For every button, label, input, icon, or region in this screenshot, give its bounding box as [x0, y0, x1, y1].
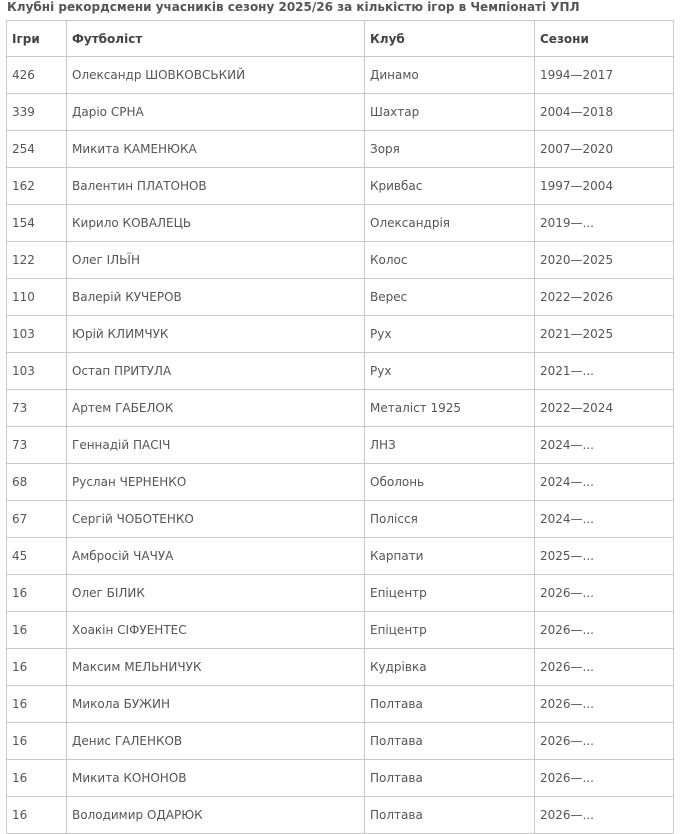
- cell-club: Кривбас: [365, 168, 535, 205]
- table-row: [7, 686, 674, 723]
- cell-seasons: 2022—2024: [535, 390, 674, 427]
- cell-games: 16: [7, 575, 67, 612]
- cell-club: Полтава: [365, 686, 535, 723]
- cell-seasons: 2026—...: [535, 686, 674, 723]
- cell-player: Олег ІЛЬЇН: [67, 242, 365, 279]
- cell-club: Полтава: [365, 760, 535, 797]
- cell-games: 103: [7, 316, 67, 353]
- cell-seasons: 2024—...: [535, 427, 674, 464]
- cell-games: 254: [7, 131, 67, 168]
- cell-seasons: 1994—2017: [535, 57, 674, 94]
- table-title: Клубні рекордсмени учасників сезону 2025/26 за кількістю ігор в Чемпіонаті УПЛ: [7, 0, 580, 14]
- cell-player: Даріо СРНА: [67, 94, 365, 131]
- cell-club: Полтава: [365, 723, 535, 760]
- cell-seasons: 2025—...: [535, 538, 674, 575]
- cell-seasons: 2026—...: [535, 723, 674, 760]
- cell-seasons: 2024—...: [535, 464, 674, 501]
- cell-seasons: 2021—2025: [535, 316, 674, 353]
- cell-club: Епіцентр: [365, 575, 535, 612]
- records-table: [6, 20, 674, 834]
- cell-games: 45: [7, 538, 67, 575]
- cell-games: 426: [7, 57, 67, 94]
- cell-club: Зоря: [365, 131, 535, 168]
- cell-games: 122: [7, 242, 67, 279]
- table-row: [7, 168, 674, 205]
- cell-games: 16: [7, 612, 67, 649]
- table-row: [7, 242, 674, 279]
- cell-club: Металіст 1925: [365, 390, 535, 427]
- cell-club: Полтава: [365, 797, 535, 834]
- cell-games: 73: [7, 390, 67, 427]
- cell-games: 16: [7, 797, 67, 834]
- cell-club: Епіцентр: [365, 612, 535, 649]
- cell-player: Артем ГАБЕЛОК: [67, 390, 365, 427]
- cell-games: 110: [7, 279, 67, 316]
- table-row: [7, 797, 674, 834]
- table-row: [7, 760, 674, 797]
- cell-games: 162: [7, 168, 67, 205]
- cell-games: 103: [7, 353, 67, 390]
- table-row: [7, 390, 674, 427]
- cell-player: Максим МЕЛЬНИЧУК: [67, 649, 365, 686]
- cell-player: Хоакін СІФУЕНТЕС: [67, 612, 365, 649]
- cell-club: Колос: [365, 242, 535, 279]
- table-row: [7, 538, 674, 575]
- table-row: [7, 131, 674, 168]
- cell-games: 16: [7, 686, 67, 723]
- table-row: [7, 501, 674, 538]
- cell-games: 16: [7, 760, 67, 797]
- cell-games: 68: [7, 464, 67, 501]
- table-row: [7, 612, 674, 649]
- table-row: [7, 94, 674, 131]
- cell-games: 67: [7, 501, 67, 538]
- cell-club: Кудрівка: [365, 649, 535, 686]
- header-seasons: Сезони: [535, 21, 674, 57]
- cell-games: 16: [7, 723, 67, 760]
- table-row: [7, 427, 674, 464]
- header-games: Ігри: [7, 21, 67, 57]
- cell-player: Юрій КЛИМЧУК: [67, 316, 365, 353]
- cell-club: Динамо: [365, 57, 535, 94]
- cell-seasons: 2026—...: [535, 760, 674, 797]
- table-row: [7, 464, 674, 501]
- cell-player: Микита КАМЕНЮКА: [67, 131, 365, 168]
- cell-player: Валентин ПЛАТОНОВ: [67, 168, 365, 205]
- cell-seasons: 2020—2025: [535, 242, 674, 279]
- cell-club: ЛНЗ: [365, 427, 535, 464]
- table-row: [7, 575, 674, 612]
- cell-seasons: 2021—...: [535, 353, 674, 390]
- table-header: [7, 21, 674, 57]
- cell-player: Амбросій ЧАЧУА: [67, 538, 365, 575]
- table-row: [7, 723, 674, 760]
- table-row: [7, 205, 674, 242]
- cell-seasons: 1997—2004: [535, 168, 674, 205]
- header-club: Клуб: [365, 21, 535, 57]
- table-row: [7, 316, 674, 353]
- cell-seasons: 2026—...: [535, 575, 674, 612]
- cell-club: Олександрія: [365, 205, 535, 242]
- cell-seasons: 2004—2018: [535, 94, 674, 131]
- cell-player: Остап ПРИТУЛА: [67, 353, 365, 390]
- cell-seasons: 2026—...: [535, 612, 674, 649]
- cell-seasons: 2026—...: [535, 649, 674, 686]
- header-player: Футболіст: [67, 21, 365, 57]
- header-row: [7, 21, 674, 57]
- cell-club: Карпати: [365, 538, 535, 575]
- cell-player: Володимир ОДАРЮК: [67, 797, 365, 834]
- cell-club: Рух: [365, 353, 535, 390]
- cell-games: 154: [7, 205, 67, 242]
- cell-club: Полісся: [365, 501, 535, 538]
- cell-player: Геннадій ПАСІЧ: [67, 427, 365, 464]
- cell-seasons: 2019—...: [535, 205, 674, 242]
- cell-seasons: 2024—...: [535, 501, 674, 538]
- cell-player: Кирило КОВАЛЕЦЬ: [67, 205, 365, 242]
- cell-club: Оболонь: [365, 464, 535, 501]
- cell-player: Валерій КУЧЕРОВ: [67, 279, 365, 316]
- cell-games: 16: [7, 649, 67, 686]
- table-row: [7, 57, 674, 94]
- cell-seasons: 2022—2026: [535, 279, 674, 316]
- table-body: [7, 57, 674, 834]
- table-row: [7, 649, 674, 686]
- cell-club: Верес: [365, 279, 535, 316]
- cell-player: Микола БУЖИН: [67, 686, 365, 723]
- cell-player: Олександр ШОВКОВСЬКИЙ: [67, 57, 365, 94]
- cell-club: Рух: [365, 316, 535, 353]
- cell-games: 73: [7, 427, 67, 464]
- cell-seasons: 2007—2020: [535, 131, 674, 168]
- table-row: [7, 279, 674, 316]
- table-row: [7, 353, 674, 390]
- cell-player: Олег БІЛИК: [67, 575, 365, 612]
- cell-games: 339: [7, 94, 67, 131]
- cell-player: Микита КОНОНОВ: [67, 760, 365, 797]
- cell-seasons: 2026—...: [535, 797, 674, 834]
- cell-player: Денис ГАЛЕНКОВ: [67, 723, 365, 760]
- cell-player: Руслан ЧЕРНЕНКО: [67, 464, 365, 501]
- cell-player: Сергій ЧОБОТЕНКО: [67, 501, 365, 538]
- cell-club: Шахтар: [365, 94, 535, 131]
